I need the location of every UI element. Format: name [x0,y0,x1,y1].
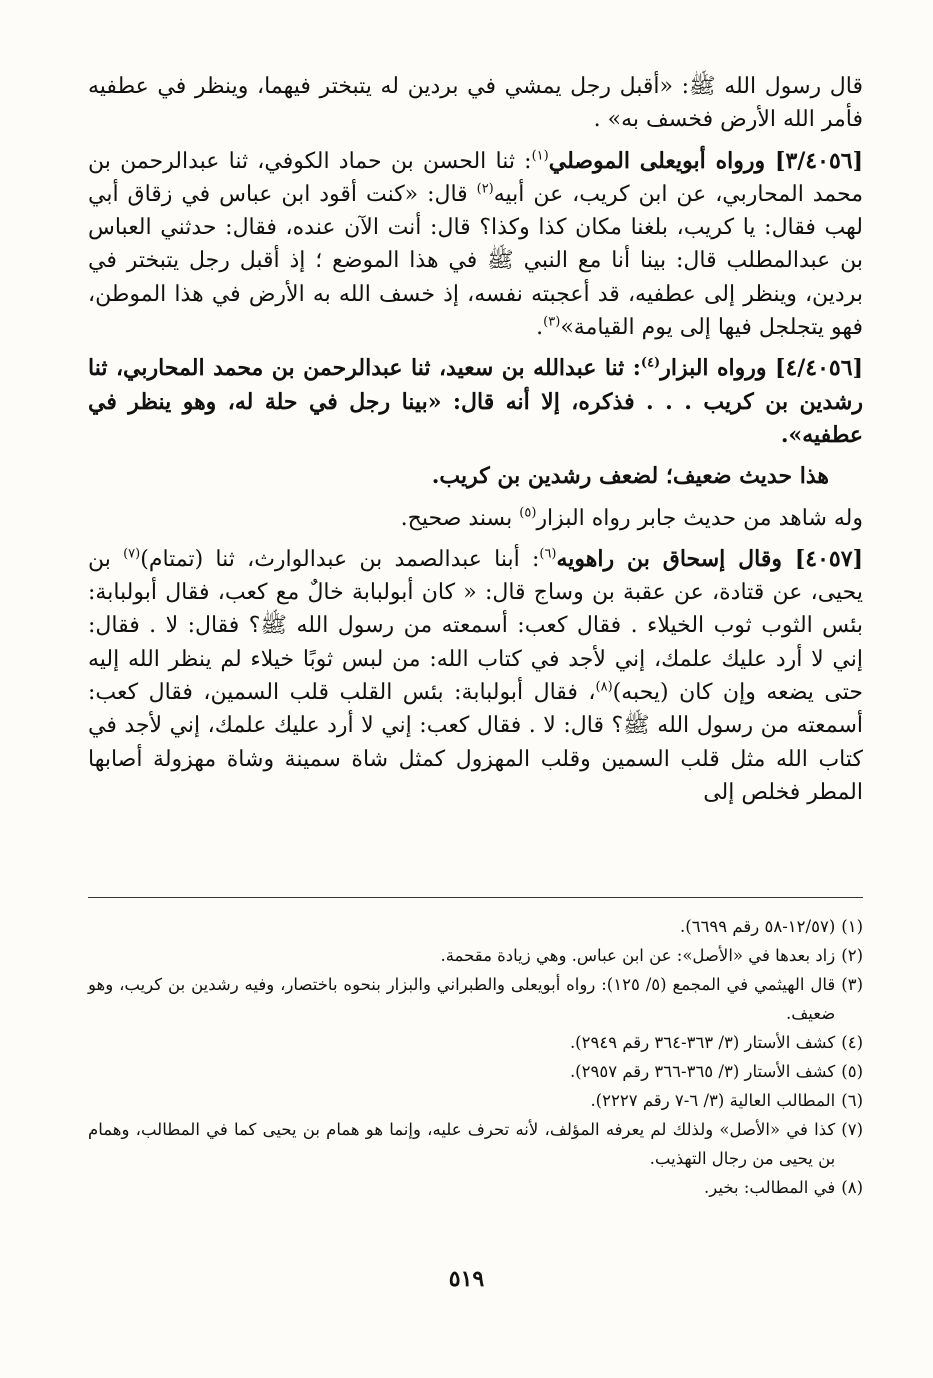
paragraph-2-text: : ثنا الحسن بن حماد الكوفي، ثنا عبدالرحمن بن محمد المحاربي، عن ابن كريب، عن أبيه [88,148,863,207]
footnote-text: زاد بعدها في «الأصل»: عن ابن عباس. وهي زيادة مقحمة. [440,946,836,965]
footnote-number: (٥) [841,1062,863,1081]
footnote-ref: (١) [531,148,549,164]
footnote [88,1115,863,1173]
footnote-ref: (٥) [519,505,537,521]
paragraph-6-text: ، فقال أبولبابة: بئس القلب قلب السمين، فقال كعب: أسمعته من رسول الله ﷺ؟ قال: لا . فقال كعب: إني لا أرد عليك علمك، إني لأجد في كتاب الله مثل قلب السمين وقلب المهزول كمثل شاة سمينة وشاة مهزولة أصابها المطر فخلص إلى [88,680,863,805]
footnote-ref: (٦) [539,546,557,562]
footnote-text: (١٢/٥٧-٥٨ رقم ٦٦٩٩). [680,917,836,936]
paragraph-6 [88,543,863,809]
footnote-text: قال الهيثمي في المجمع (٥/ ١٢٥): رواه أبويعلى والطبراني والبزار بنحوه باختصار، وفيه رشدين بن كريب، وهو ضعيف. [88,975,836,1023]
footnote-text: كشف الأستار (٣/ ٣٦٣-٣٦٤ رقم ٢٩٤٩). [569,1033,836,1052]
paragraph-5-text: بسند صحيح. [400,505,520,531]
footnote-ref: (٣) [543,314,561,330]
grading-text: هذا حديث ضعيف؛ لضعف رشدين بن كريب. [431,463,829,490]
hadith-heading: [٣/٤٠٥٦] ورواه أبويعلى الموصلي [548,147,863,174]
footnote [88,1173,863,1202]
footnote [88,970,863,1028]
paragraph-2 [88,145,863,345]
paragraph-6-text: بن يحيى، عن قتادة، عن عقبة بن وساج قال: « كان أبولبابة خالٌ مع كعب، فقال أبولبابة: بئس الثوب ثوب الخيلاء . فقال كعب: أسمعته من رسول الله ﷺ؟ فقال: لا . فقال: إني لا أرد عليك علمك، إني لأجد في كتاب الله: من لبس ثوبًا خيلاء لم ينظر الله إليه حتى يضعه وإن كان (يحبه) [88,546,863,706]
footnote-text: كذا في «الأصل» ولذلك لم يعرفه المؤلف، لأنه تحرف عليه، وإنما هو همام بن يحيى كما في المطالب، وهمام بن يحيى من رجال التهذيب. [88,1120,836,1168]
footnote-number: (١) [841,917,863,936]
page-number: ٥١٩ [448,1266,485,1292]
paragraph-4 [88,460,863,493]
footnote [88,941,863,970]
paragraph-3 [88,352,863,452]
paragraph-5-text: وله شاهد من حديث جابر رواه البزار [536,505,863,531]
footnote-divider [88,897,863,898]
footnote [88,912,863,941]
footnote-ref: (٨) [595,679,613,695]
footnote-ref: (٢) [476,181,494,197]
footnote-text: في المطالب: بخير. [704,1178,836,1197]
footnotes [88,912,863,1202]
paragraph-5 [88,502,863,535]
paragraph-2-text: قال: «كنت أقود ابن عباس في زقاق أبي لهب فقال: يا كريب، بلغنا مكان كذا وكذا؟ قال: أنت الآن عنده، فقال: حدثني العباس بن عبدالمطلب قال: بينا أنا مع النبي ﷺ في هذا الموضع ؛ إذ أقبل رجل يتبختر في بردين، وينظر إلى عطفيه، قد أعجبته نفسه، إذ خسف الله به الأرض في هذا الموطن، فهو يتجلجل فيها إلى يوم القيامة» [88,181,863,341]
paragraph-1 [88,70,863,137]
footnote-number: (٧) [841,1120,863,1139]
footnote-ref: (٧) [123,546,141,562]
footnote-ref: (٤) [640,356,661,372]
hadith-heading: [٤/٤٠٥٦] ورواه البزار [660,355,863,382]
footnote-number: (٦) [841,1091,863,1110]
hadith-heading: [٤٠٥٧] وقال إسحاق بن راهويه [556,545,863,572]
paragraph-3-text: : ثنا عبدالله بن سعيد، ثنا عبدالرحمن بن محمد المحاربي، ثنا رشدين بن كريب . . . فذكره، إلا أنه قال: «بينا رجل في حلة له، وهو ينظر في عطفيه». [88,355,863,448]
footnote-number: (٨) [841,1178,863,1197]
footnote-number: (٢) [841,946,863,965]
footnote-text: المطالب العالية (٣/ ٦-٧ رقم ٢٢٢٧). [590,1091,836,1110]
footnote-number: (٣) [841,975,863,994]
paragraph-1-text: قال رسول الله ﷺ: «أقبل رجل يمشي في بردين له يتبختر فيهما، وينظر في عطفيه فأمر الله الأرض فخسف به» . [88,74,863,133]
main-text [88,70,863,817]
footnote [88,1086,863,1115]
footnote-number: (٤) [841,1033,863,1052]
paragraph-2-text: . [536,315,544,341]
footnote-text: كشف الأستار (٣/ ٣٦٥-٣٦٦ رقم ٢٩٥٧). [569,1062,836,1081]
paragraph-6-text: : أبنا عبدالصمد بن عبدالوارث، ثنا (تمتام) [140,546,540,572]
footnote [88,1057,863,1086]
footnote [88,1028,863,1057]
